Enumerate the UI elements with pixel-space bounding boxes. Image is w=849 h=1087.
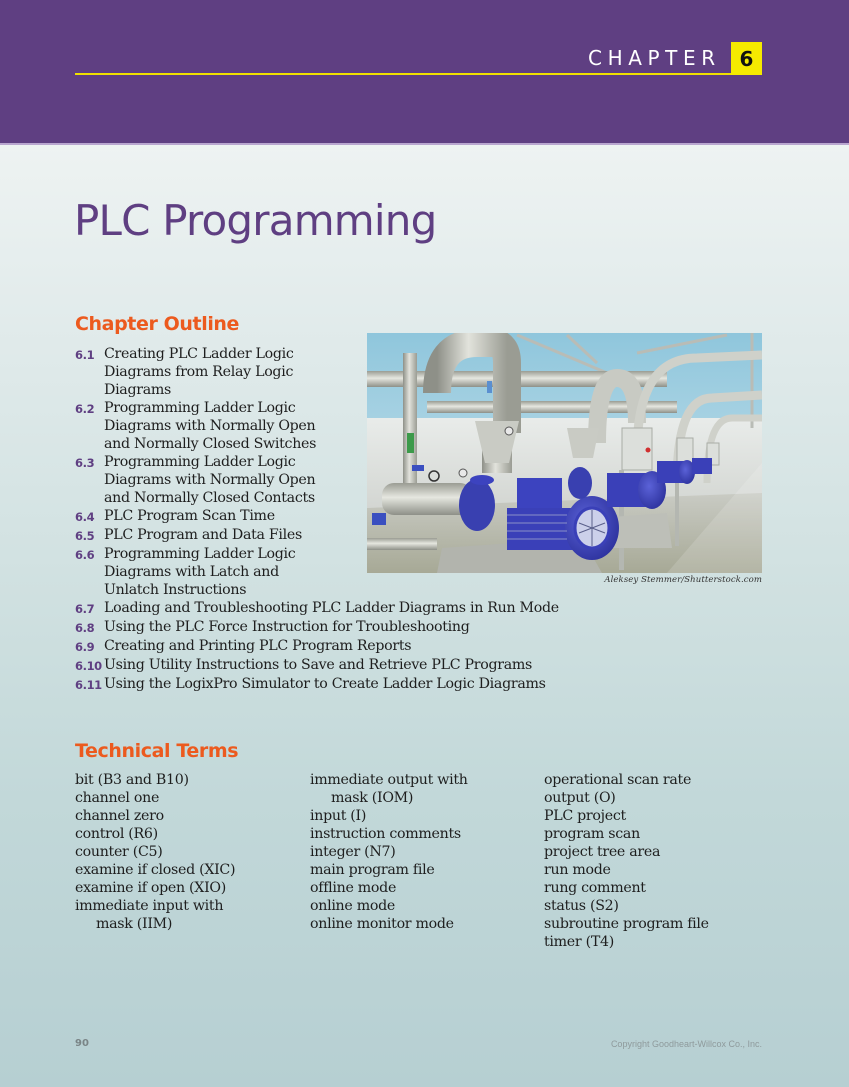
term-item: program scan <box>544 826 640 842</box>
outline-item[interactable] <box>75 599 559 618</box>
outline-text: Programming Ladder Logic Diagrams with Normally Open and Normally Closed Switches <box>104 400 317 452</box>
term-item: subroutine program file <box>544 916 709 932</box>
outline-text: Using the LogixPro Simulator to Create Ladder Logic Diagrams <box>104 676 546 692</box>
chapter-rule-line <box>75 73 731 75</box>
outline-heading: Chapter Outline <box>75 313 240 335</box>
outline-text: Using the PLC Force Instruction for Troubleshooting <box>104 619 470 635</box>
term-item: immediate output with mask (IOM) <box>310 772 468 806</box>
term-item: instruction comments <box>310 826 461 842</box>
technical-terms-heading: Technical Terms <box>75 740 239 762</box>
term-item: run mode <box>544 862 611 878</box>
term-item: channel one <box>75 790 160 806</box>
outline-text: PLC Program and Data Files <box>104 527 302 543</box>
term-item: status (S2) <box>544 898 619 914</box>
outline-number: 6.7 <box>75 602 95 616</box>
copyright-notice: Copyright Goodheart-Willcox Co., Inc. <box>610 1039 762 1049</box>
term-item: rung comment <box>544 880 646 896</box>
term-item: channel zero <box>75 808 164 824</box>
outline-text: Loading and Troubleshooting PLC Ladder Diagrams in Run Mode <box>104 600 559 616</box>
term-item: output (O) <box>544 790 616 806</box>
term-item: timer (T4) <box>544 934 614 950</box>
term-item: PLC project <box>544 808 626 824</box>
terms-column-1 <box>75 771 235 933</box>
outline-number: 6.8 <box>75 621 95 635</box>
term-item: online mode <box>310 898 395 914</box>
chapter-header-band <box>0 0 849 143</box>
term-item: examine if closed (XIC) <box>75 862 236 878</box>
chapter-number: 6 <box>739 46 754 71</box>
page-title: PLC Programming <box>74 196 437 245</box>
term-item: input (I) <box>310 808 367 824</box>
outline-text: Creating PLC Ladder Logic Diagrams from Relay Logic Diagrams <box>104 346 294 398</box>
term-item: control (R6) <box>75 826 158 842</box>
outline-number: 6.3 <box>75 456 95 470</box>
chapter-label: CHAPTER <box>588 46 721 70</box>
term-item: operational scan rate <box>544 772 692 788</box>
term-item: offline mode <box>310 880 397 896</box>
pump-room-photo <box>367 333 762 573</box>
term-item: immediate input with mask (IIM) <box>75 898 224 932</box>
term-item: online monitor mode <box>310 916 454 932</box>
chapter-number-badge <box>731 42 762 75</box>
outline-text: PLC Program Scan Time <box>104 508 275 524</box>
term-item: project tree area <box>544 844 661 860</box>
outline-number: 6.10 <box>75 659 102 673</box>
term-item: bit (B3 and B10) <box>75 772 189 788</box>
terms-column-3 <box>544 771 709 951</box>
outline-text: Programming Ladder Logic Diagrams with Normally Open and Normally Closed Contacts <box>104 454 316 506</box>
outline-text: Creating and Printing PLC Program Reports <box>104 638 412 654</box>
page-number: 90 <box>75 1038 89 1049</box>
outline-number: 6.9 <box>75 640 95 654</box>
terms-column-2 <box>310 771 468 933</box>
outline-number: 6.4 <box>75 510 95 524</box>
term-item: counter (C5) <box>75 844 163 860</box>
outline-number: 6.5 <box>75 529 95 543</box>
outline-text: Using Utility Instructions to Save and Retrieve PLC Programs <box>104 657 533 673</box>
term-item: integer (N7) <box>310 844 396 860</box>
outline-number: 6.6 <box>75 548 95 562</box>
outline-item[interactable] <box>75 637 559 656</box>
term-item: examine if open (XIO) <box>75 880 226 896</box>
outline-number: 6.1 <box>75 348 95 362</box>
term-item: main program file <box>310 862 435 878</box>
outline-text: Programming Ladder Logic Diagrams with Latch and Unlatch Instructions <box>104 546 296 598</box>
outline-number: 6.2 <box>75 402 95 416</box>
outline-number: 6.11 <box>75 678 102 692</box>
outline-item[interactable] <box>75 675 559 694</box>
photo-credit: Aleksey Stemmer/Shutterstock.com <box>604 575 762 585</box>
outline-item[interactable] <box>75 656 559 675</box>
outline-item[interactable] <box>75 618 559 637</box>
